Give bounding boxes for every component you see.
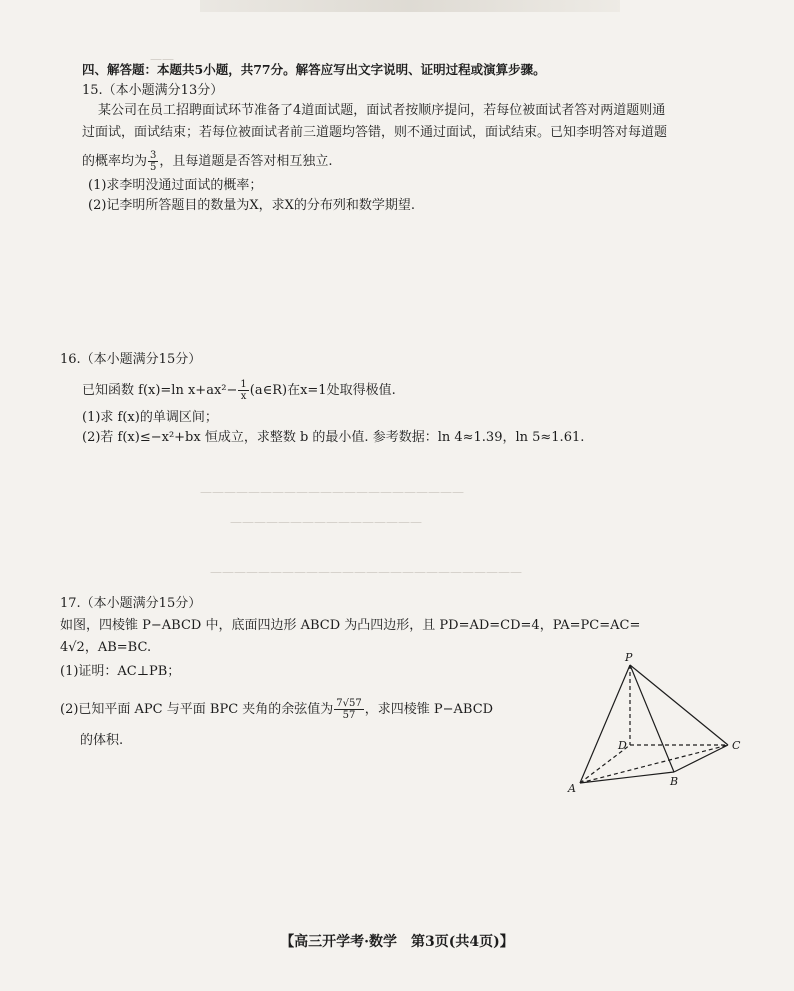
edge-PA (580, 665, 630, 783)
q17-text: (2)已知平面 APC 与平面 BPC 夹角的余弦值为 (60, 702, 334, 717)
scan-bleed-top (200, 0, 620, 12)
q17-line: 4√2，AB=BC. (60, 640, 152, 655)
q15-text: ，且每道题是否答对相互独立. (159, 154, 333, 169)
q17-text: ，求四棱锥 P−ABCD (364, 702, 494, 717)
section-header: 四、解答题：本题共5小题，共77分。解答应写出文字说明、证明过程或演算步骤。 (82, 62, 546, 77)
pyramid-figure (562, 650, 752, 798)
fraction-numerator: 1 (240, 379, 247, 390)
edge-PC (630, 665, 728, 745)
bleed-through-text: —— (150, 52, 174, 66)
q15-line: 过面试，面试结束；若每位被面试者前三道题均答错，则不通过面试，面试结束。已知李明答对每道题 (82, 125, 668, 140)
fraction-numerator: 3 (150, 150, 157, 161)
vertex-label-A: A (568, 782, 576, 795)
cosine-fraction (334, 698, 363, 721)
q17-part2-cont: 的体积. (80, 733, 124, 748)
q16-text: (a∈R)在x=1处取得极值. (249, 383, 396, 398)
vertex-label-B: B (670, 775, 679, 788)
q15-part2: (2)记李明所答题目的数量为X，求X的分布列和数学期望. (88, 198, 416, 213)
edge-BC (674, 745, 728, 772)
q15-text: 的概率均为 (82, 154, 148, 169)
fraction-denominator: x (240, 391, 247, 402)
q16-part1: (1)求 f(x)的单调区间； (82, 410, 218, 425)
q17-part2 (60, 698, 493, 721)
q15-title: 15.（本小题满分13分） (82, 83, 224, 98)
bleed-through-text: —————————————————————— (200, 485, 464, 499)
q15-part1: (1)求李明没通过面试的概率； (88, 178, 263, 193)
edge-PB (630, 665, 674, 772)
vertex-label-D: D (618, 739, 627, 752)
fraction-denominator: 57 (342, 710, 356, 721)
edge-AB (580, 772, 674, 783)
edge-AC-hidden (580, 745, 728, 783)
q15-line: 某公司在员工招聘面试环节准备了4道面试题，面试者按顺序提问，若每位被面试者答对两道题则通 (98, 103, 666, 118)
vertex-label-C: C (732, 739, 741, 752)
q17-title: 17.（本小题满分15分） (60, 596, 202, 611)
q16-part2: (2)若 f(x)≤−x²+bx 恒成立，求整数 b 的最小值. 参考数据：ln 4≈1.39，ln 5≈1.61. (82, 430, 585, 445)
page-footer: 【高三开学考·数学 第3页(共4页)】 (280, 934, 514, 950)
q16-text: 已知函数 f(x)=ln x+ax²− (82, 383, 238, 398)
vertex-label-P: P (625, 651, 633, 664)
fraction-numerator: 7√57 (336, 698, 362, 709)
q17-part1: (1)证明：AC⊥PB； (60, 664, 181, 679)
q15-line (82, 150, 333, 173)
bleed-through-text: ———————————————— (230, 515, 422, 529)
fraction-denominator: 5 (150, 162, 157, 173)
bleed-through-text: —————————————————————————— (210, 565, 522, 579)
function-fraction (238, 379, 248, 402)
q16-title: 16.（本小题满分15分） (60, 352, 202, 367)
q17-line: 如图，四棱锥 P−ABCD 中，底面四边形 ABCD 为凸四边形，且 PD=AD=CD=4，PA=PC=AC= (60, 618, 641, 633)
q16-statement (82, 379, 396, 402)
probability-fraction (148, 150, 158, 173)
